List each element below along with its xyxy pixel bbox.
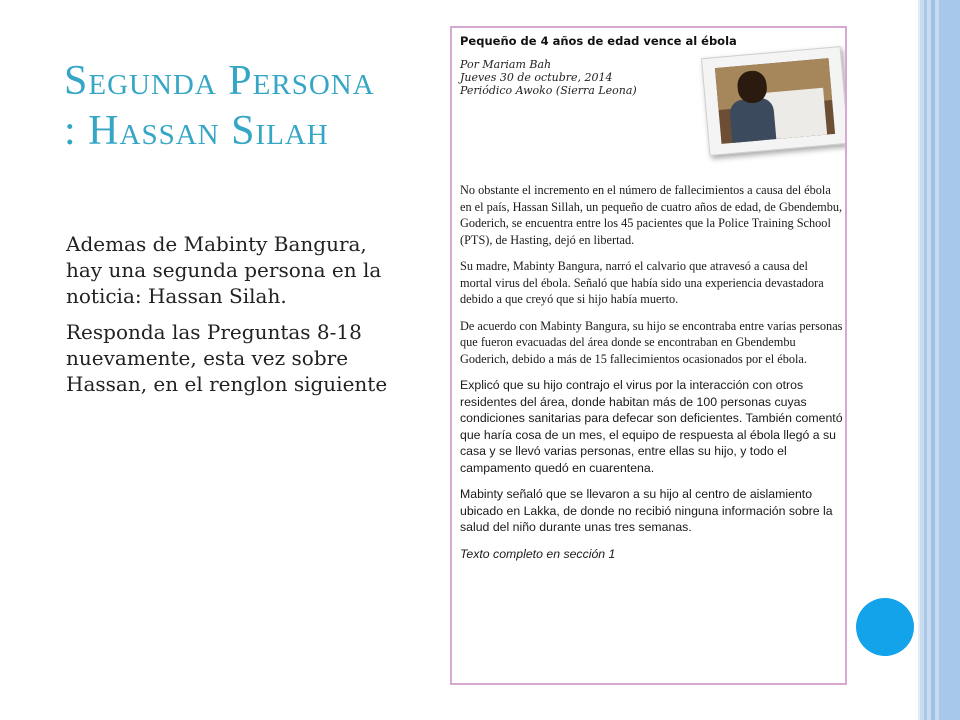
accent-circle bbox=[856, 598, 914, 656]
article-source: Periódico Awoko (Sierra Leona) bbox=[460, 84, 637, 97]
article-paragraph: No obstante el incremento en el número de fallecimientos a causa del ébola en el país, Hassan Sillah, un pequeño de cuatro años de edad, de Gbendembu, Goderich, se encuentra entre los 45 pacientes que la Police Training School (PTS), de Hasting, dejó en libertad. bbox=[460, 183, 843, 247]
article-paragraph: Su madre, Mabinty Bangura, narró el calvario que atravesó a causa del mortal virus del ébola. Señaló que había sido una experiencia devastadora debido a que creyó que si hijo había muerto. bbox=[460, 259, 824, 306]
article-paragraph: Explicó que su hijo contrajo el virus por la interacción con otros residentes del área, donde habitan más de 100 personas cuyas condiciones sanitarias para defecar son deficientes. También comentó que haría cosa de un mes, el equipo de respuesta al ébola llegó a su casa y se llevó varias personas, entre ellas su hijo, y todo el campamento quedó en cuarentena. bbox=[460, 378, 843, 475]
article-headline: Pequeño de 4 años de edad vence al ébola bbox=[460, 34, 737, 48]
news-article-panel bbox=[450, 26, 847, 685]
article-more-link-text: Texto completo en sección 1 bbox=[460, 546, 616, 561]
slide-title-line: Segunda Persona bbox=[64, 58, 375, 104]
article-date: Jueves 30 de octubre, 2014 bbox=[460, 71, 613, 84]
slide-title-line: : Hassan Silah bbox=[64, 108, 329, 154]
slide-body bbox=[66, 231, 406, 407]
photo-child-body bbox=[729, 97, 776, 143]
body-paragraph: Ademas de Mabinty Bangura, hay una segunda persona en la noticia: Hassan Silah. bbox=[66, 232, 382, 308]
side-bar-stripe bbox=[939, 0, 960, 720]
side-bar-stripe bbox=[924, 0, 927, 720]
article-body bbox=[460, 182, 843, 562]
article-author: Por Mariam Bah bbox=[460, 58, 552, 71]
article-photo bbox=[701, 46, 847, 156]
body-paragraph: Responda las Preguntas 8-18 nuevamente, esta vez sobre Hassan, en el renglon siguiente bbox=[66, 320, 388, 396]
side-bar-edge bbox=[918, 0, 920, 720]
article-byline bbox=[460, 58, 700, 97]
side-bar-stripe bbox=[931, 0, 935, 720]
article-paragraph: De acuerdo con Mabinty Bangura, su hijo se encontraba entre varias personas que fueron evacuadas del área donde se encontraban en Gbendembu Goderich, debido a más de 15 fallecimientos ocasionados por el ébola. bbox=[460, 318, 843, 366]
article-paragraph: Mabinty señaló que se llevaron a su hijo al centro de aislamiento ubicado en Lakka, de donde no recibió ninguna información sobre la salud del niño durante unas tres semanas. bbox=[460, 487, 833, 534]
photo-image bbox=[715, 58, 835, 144]
slide-title bbox=[64, 56, 444, 156]
